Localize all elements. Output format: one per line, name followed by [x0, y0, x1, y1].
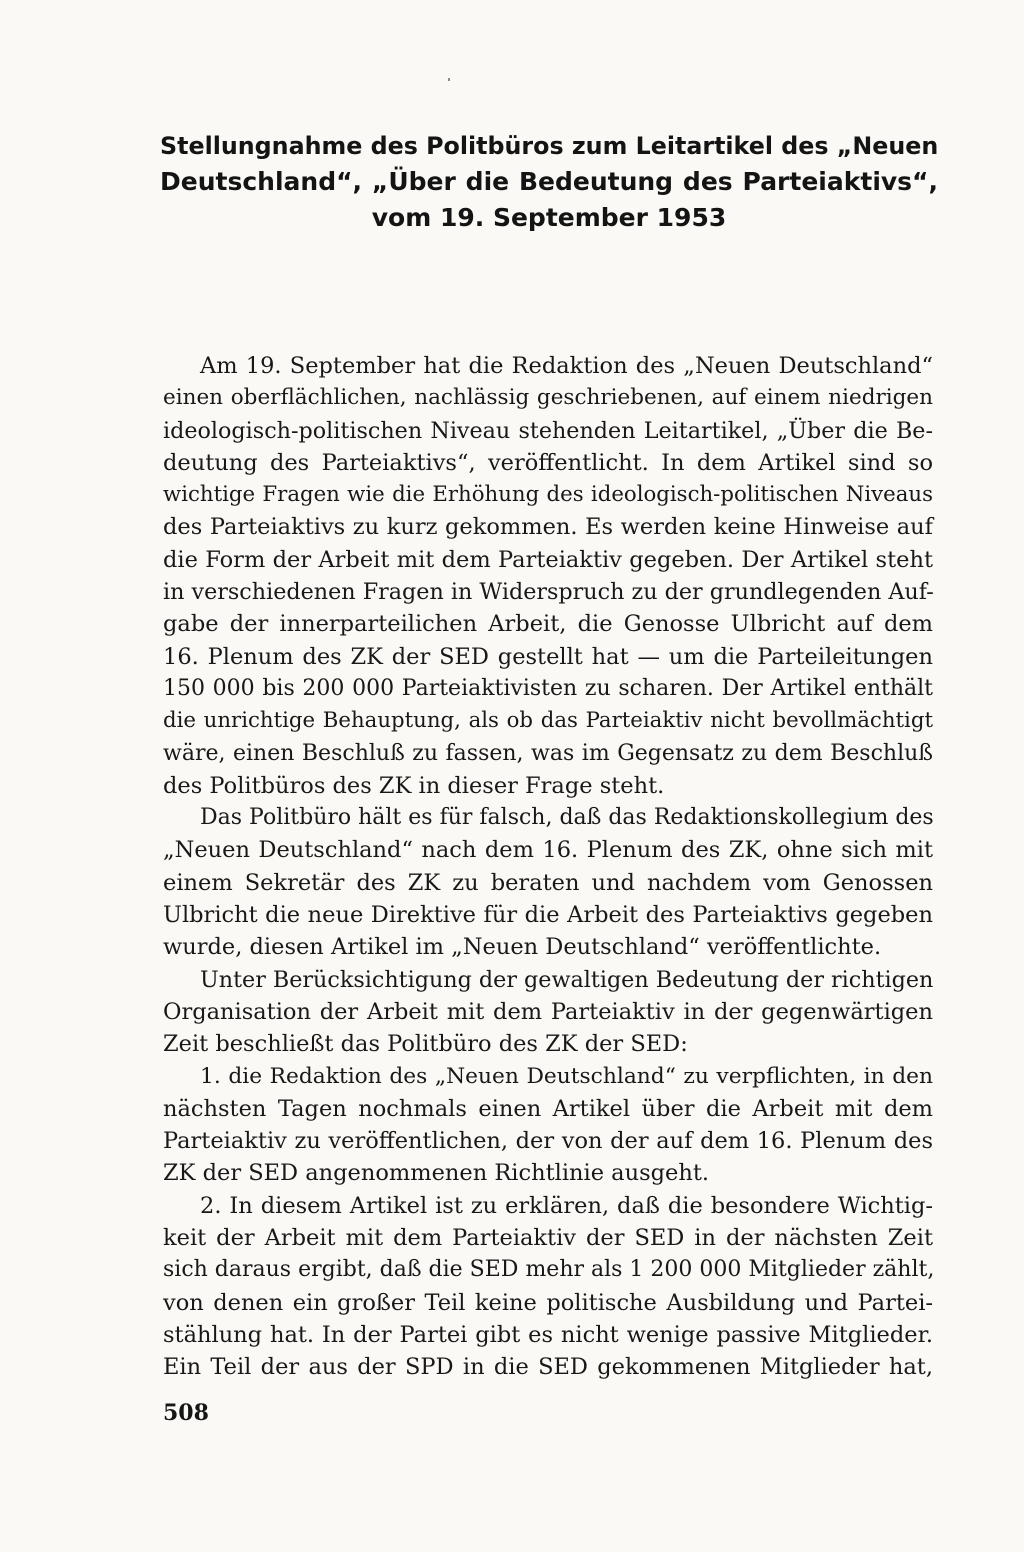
text-line: 2. In diesem Artikel ist zu erklären, daß die besondere Wichtig-	[200, 1192, 933, 1219]
text-line: in verschiedenen Fragen in Widerspruch zu der grundlegenden Auf-	[163, 579, 934, 606]
text-line: des Parteiaktivs zu kurz gekommen. Es werden keine Hinweise auf	[163, 514, 933, 541]
title-line-2: Deutschland“, „Über die Bedeutung des Parteiaktivs“,	[160, 167, 938, 196]
text-line: gabe der innerparteilichen Arbeit, die Genosse Ulbricht auf dem	[163, 611, 933, 638]
title-line-3: vom 19. September 1953	[371, 203, 727, 232]
text-line: stählung hat. In der Partei gibt es nicht wenige passive Mitglieder.	[163, 1321, 933, 1348]
document-body	[163, 350, 933, 1384]
text-line: des Politbüros des ZK in dieser Frage steht.	[163, 772, 665, 799]
title-line-1: Stellungnahme des Politbüros zum Leitartikel des „Neuen	[160, 132, 939, 160]
text-line: deutung des Parteiaktivs“, veröffentlicht. In dem Artikel sind so	[163, 449, 933, 476]
text-line: wäre, einen Beschluß zu fassen, was im Gegensatz zu dem Beschluß	[163, 740, 933, 766]
text-line: nächsten Tagen nochmals einen Artikel über die Arbeit mit dem	[163, 1095, 933, 1122]
text-line: wichtige Fragen wie die Erhöhung des ideologisch-politischen Niveaus	[163, 482, 933, 508]
text-line: wurde, diesen Artikel im „Neuen Deutschland“ veröffentlichte.	[163, 934, 882, 961]
document-title	[160, 128, 938, 236]
text-line: 1. die Redaktion des „Neuen Deutschland“ zu verpflichten, in den	[200, 1063, 933, 1089]
text-line: ZK der SED angenommenen Richtlinie ausgeht.	[163, 1160, 710, 1187]
text-line: einem Sekretär des ZK zu beraten und nachdem vom Genossen	[163, 869, 933, 896]
text-line: 150 000 bis 200 000 Parteiaktivisten zu scharen. Der Artikel enthält	[163, 675, 933, 701]
text-line: Unter Berücksichtigung der gewaltigen Bedeutung der richtigen	[200, 966, 934, 993]
text-line: 16. Plenum des ZK der SED gestellt hat — um die Parteileitungen	[163, 643, 933, 670]
text-line: von denen ein großer Teil keine politische Ausbildung und Partei-	[163, 1289, 933, 1316]
text-line: Ein Teil der aus der SPD in die SED gekommenen Mitglieder hat,	[163, 1354, 933, 1381]
page-number: 508	[163, 1400, 209, 1426]
text-line: Das Politbüro hält es für falsch, daß das Redaktionskollegium des	[200, 805, 934, 831]
text-line: die Form der Arbeit mit dem Parteiaktiv gegeben. Der Artikel steht	[163, 546, 933, 573]
text-line: keit der Arbeit mit dem Parteiaktiv der SED in der nächsten Zeit	[163, 1225, 933, 1252]
text-line: „Neuen Deutschland“ nach dem 16. Plenum des ZK, ohne sich mit	[163, 837, 933, 864]
text-line: die unrichtige Behauptung, als ob das Parteiaktiv nicht bevollmächtigt	[163, 708, 933, 734]
text-line: Organisation der Arbeit mit dem Parteiaktiv in der gegenwärtigen	[163, 998, 933, 1025]
text-line: einen oberflächlichen, nachlässig geschriebenen, auf einem niedrigen	[163, 385, 933, 411]
text-line: sich daraus ergibt, daß die SED mehr als 1 200 000 Mitglieder zählt,	[163, 1257, 935, 1283]
text-line: Ulbricht die neue Direktive für die Arbeit des Parteiaktivs gegeben	[163, 902, 933, 929]
print-speck	[448, 78, 450, 81]
text-line: Parteiaktiv zu veröffentlichen, der von der auf dem 16. Plenum des	[163, 1128, 933, 1155]
text-line: Am 19. September hat die Redaktion des „Neuen Deutschland“	[200, 353, 933, 379]
text-line: Zeit beschließt das Politbüro des ZK der SED:	[163, 1031, 688, 1058]
text-line: ideologisch-politischen Niveau stehenden Leitartikel, „Über die Be-	[163, 417, 933, 444]
